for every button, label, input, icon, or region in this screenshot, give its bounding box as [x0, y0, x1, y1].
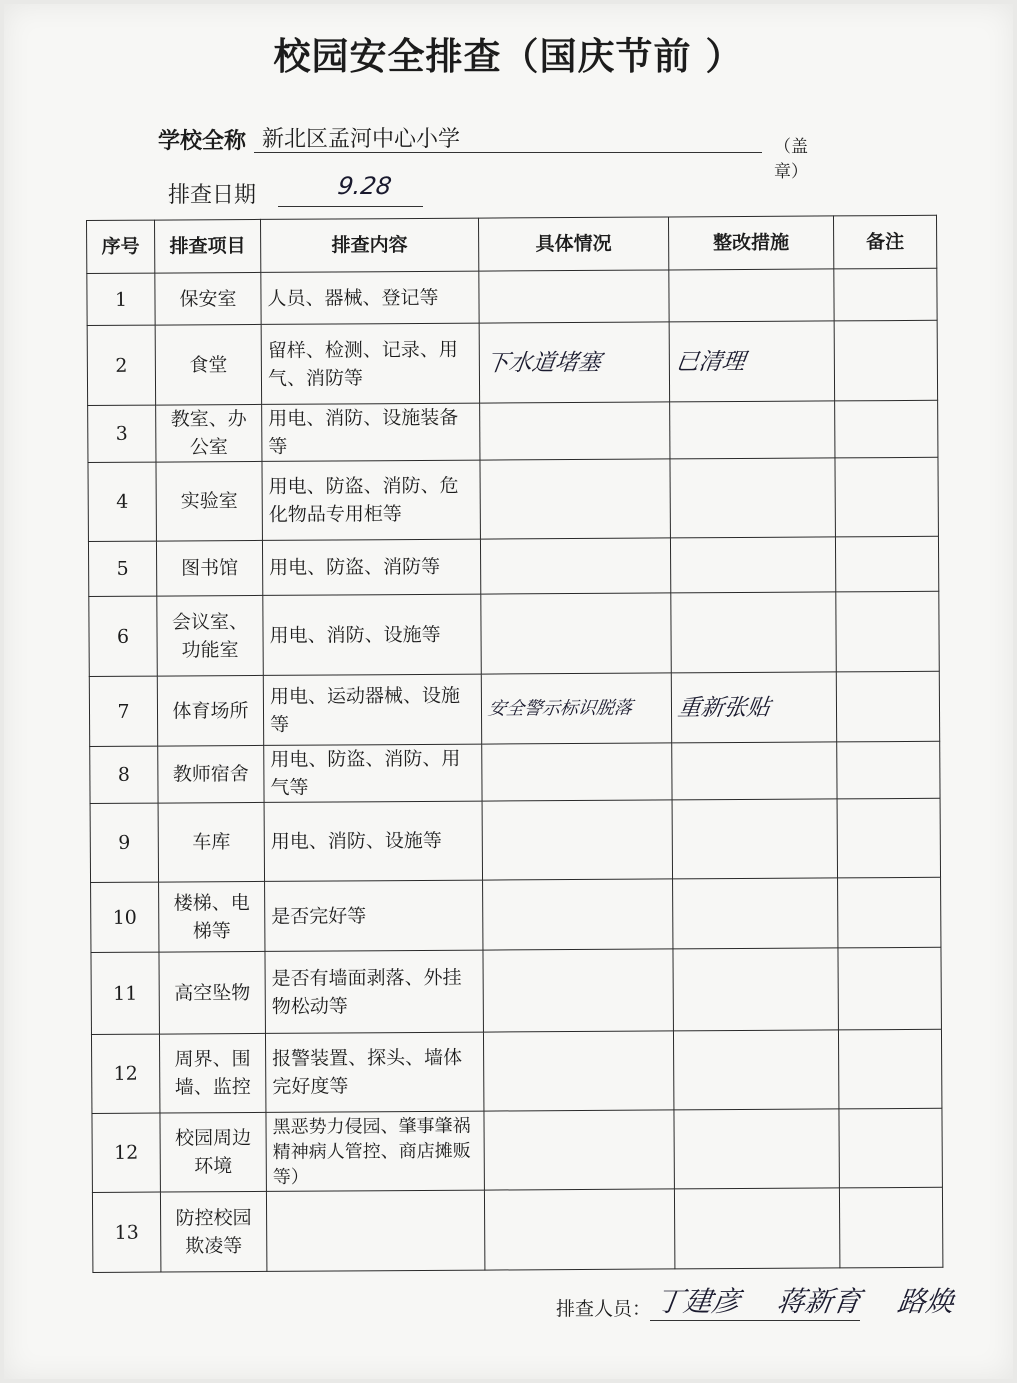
school-name-row [158, 120, 808, 182]
cell-situation [479, 322, 669, 403]
table-row [88, 536, 938, 596]
cell-item: 校园周边环境 [160, 1112, 266, 1192]
cell-situation [479, 270, 669, 323]
table-row [90, 741, 940, 803]
cell-no: 10 [91, 882, 159, 952]
cell-situation [483, 1031, 673, 1111]
cell-item: 楼梯、电梯等 [159, 881, 265, 952]
cell-situation [484, 1189, 674, 1270]
measure-text: 已清理 [674, 348, 747, 375]
cell-item: 高空坠物 [159, 951, 265, 1034]
cell-content: 用电、消防、设施等 [264, 801, 482, 881]
cell-note [835, 536, 938, 592]
cell-content: 用电、防盗、消防、用气等 [264, 744, 482, 802]
cell-note [835, 457, 938, 537]
header-no: 序号 [87, 220, 155, 273]
inspection-date-label: 排查日期 [168, 183, 257, 208]
school-name-field [254, 122, 808, 182]
cell-measure [672, 799, 837, 879]
cell-content: 是否完好等 [265, 880, 483, 951]
header-situation: 具体情况 [478, 217, 668, 271]
signature: 丁建彦 [653, 1285, 743, 1318]
cell-no: 2 [87, 325, 155, 405]
school-name-value: 新北区孟河中心小学 [262, 127, 461, 152]
cell-measure [673, 948, 838, 1031]
cell-note [835, 400, 938, 458]
cell-measure [673, 1030, 838, 1110]
cell-no: 6 [89, 596, 157, 676]
situation-text: 下水道堵塞 [484, 349, 603, 377]
inspection-table [86, 215, 943, 1273]
cell-item: 图书馆 [156, 540, 262, 596]
inspector-label: 排查人员： [556, 1298, 652, 1320]
cell-item: 教师宿舍 [158, 745, 264, 803]
cell-note [834, 268, 937, 321]
signature-line [650, 1320, 860, 1321]
inspector-signatures [653, 1280, 982, 1320]
cell-item: 会议室、功能室 [157, 595, 263, 676]
cell-content: 人员、器械、登记等 [261, 271, 479, 324]
measure-text: 重新张贴 [676, 694, 772, 721]
cell-no: 7 [89, 676, 157, 746]
cell-no: 11 [91, 952, 159, 1034]
cell-content: 用电、消防、设施装备等 [262, 403, 480, 461]
cell-measure [671, 672, 836, 743]
cell-note [839, 1108, 942, 1188]
cell-content: 用电、防盗、消防等 [262, 539, 480, 595]
cell-note [839, 1187, 942, 1268]
cell-measure [670, 458, 835, 538]
cell-measure [672, 742, 837, 800]
cell-note [836, 591, 939, 672]
cell-note [834, 320, 937, 401]
cell-content: 黑恶势力侵园、肇事肇祸精神病人管控、商店摊贩等） [266, 1111, 484, 1191]
table-row [92, 1108, 942, 1192]
cell-situation [480, 538, 670, 594]
cell-measure [674, 1109, 839, 1189]
cell-no: 8 [90, 746, 158, 803]
cell-item: 实验室 [156, 461, 262, 541]
table-row [90, 798, 940, 882]
cell-measure [669, 321, 834, 402]
cell-content: 用电、运动器械、设施等 [263, 674, 481, 745]
table-row [92, 1187, 942, 1272]
cell-item: 教室、办公室 [156, 404, 262, 462]
table-header-row [87, 215, 937, 273]
cell-item: 防控校园欺凌等 [160, 1191, 266, 1272]
cell-no: 1 [87, 273, 155, 325]
cell-no: 3 [88, 405, 156, 462]
cell-item: 食堂 [155, 324, 261, 405]
header-item: 排查项目 [155, 219, 261, 273]
cell-no: 12 [92, 1113, 160, 1192]
cell-content [266, 1190, 484, 1271]
inspection-date-field [278, 172, 423, 207]
cell-item: 周界、围墙、监控 [159, 1033, 265, 1113]
cell-measure [671, 592, 836, 673]
table-row [87, 268, 937, 325]
page-title: 校园安全排查（国庆节前 ） [273, 34, 744, 78]
cell-item: 车库 [158, 802, 264, 882]
cell-content: 用电、消防、设施等 [263, 594, 481, 675]
table-row [87, 320, 937, 405]
header-note: 备注 [833, 215, 936, 269]
cell-situation [482, 743, 672, 801]
cell-situation [483, 879, 673, 950]
table-row [91, 1029, 941, 1113]
cell-no: 12 [91, 1034, 159, 1113]
cell-measure [670, 401, 835, 459]
cell-item: 保安室 [155, 272, 261, 325]
cell-measure [670, 537, 835, 593]
cell-item: 体育场所 [157, 675, 263, 746]
table-row [88, 457, 938, 541]
cell-situation [480, 402, 670, 460]
cell-situation [481, 673, 671, 744]
header-content: 排查内容 [260, 218, 478, 272]
cell-content: 是否有墙面剥落、外挂物松动等 [265, 950, 483, 1033]
inspection-date-value: 9.28 [336, 172, 394, 200]
table-row [91, 877, 941, 952]
cell-note [836, 671, 939, 742]
cell-situation [481, 593, 671, 674]
cell-measure [669, 269, 834, 322]
table-row [91, 947, 941, 1034]
table-row [88, 400, 938, 462]
seal-label: （盖章） [774, 137, 808, 182]
table-row [89, 591, 939, 676]
inspection-date-row [168, 174, 428, 210]
cell-no: 4 [88, 462, 156, 541]
cell-note [838, 877, 941, 948]
cell-note [837, 741, 940, 799]
inspector-signature-row [556, 1285, 976, 1348]
cell-situation [480, 459, 670, 539]
cell-no: 13 [92, 1192, 160, 1272]
header-measure: 整改措施 [668, 216, 833, 270]
cell-note [837, 798, 940, 878]
cell-no: 5 [88, 541, 156, 596]
cell-situation [484, 1110, 674, 1190]
signature: 路焕 [895, 1285, 956, 1318]
cell-note [838, 1029, 941, 1109]
school-name-label: 学校全称 [158, 128, 247, 154]
signature: 蒋新育 [774, 1285, 864, 1318]
table-row [89, 671, 939, 746]
cell-note [838, 947, 941, 1030]
cell-content: 报警装置、探头、墙体完好度等 [265, 1032, 483, 1112]
cell-measure [674, 1188, 839, 1269]
cell-no: 9 [90, 803, 158, 882]
cell-situation [482, 800, 672, 880]
cell-situation [483, 949, 673, 1032]
cell-content: 留样、检测、记录、用气、消防等 [261, 323, 479, 404]
situation-text: 安全警示标识脱落 [486, 697, 634, 720]
cell-content: 用电、防盗、消防、危化物品专用柜等 [262, 460, 480, 540]
cell-measure [673, 878, 838, 949]
